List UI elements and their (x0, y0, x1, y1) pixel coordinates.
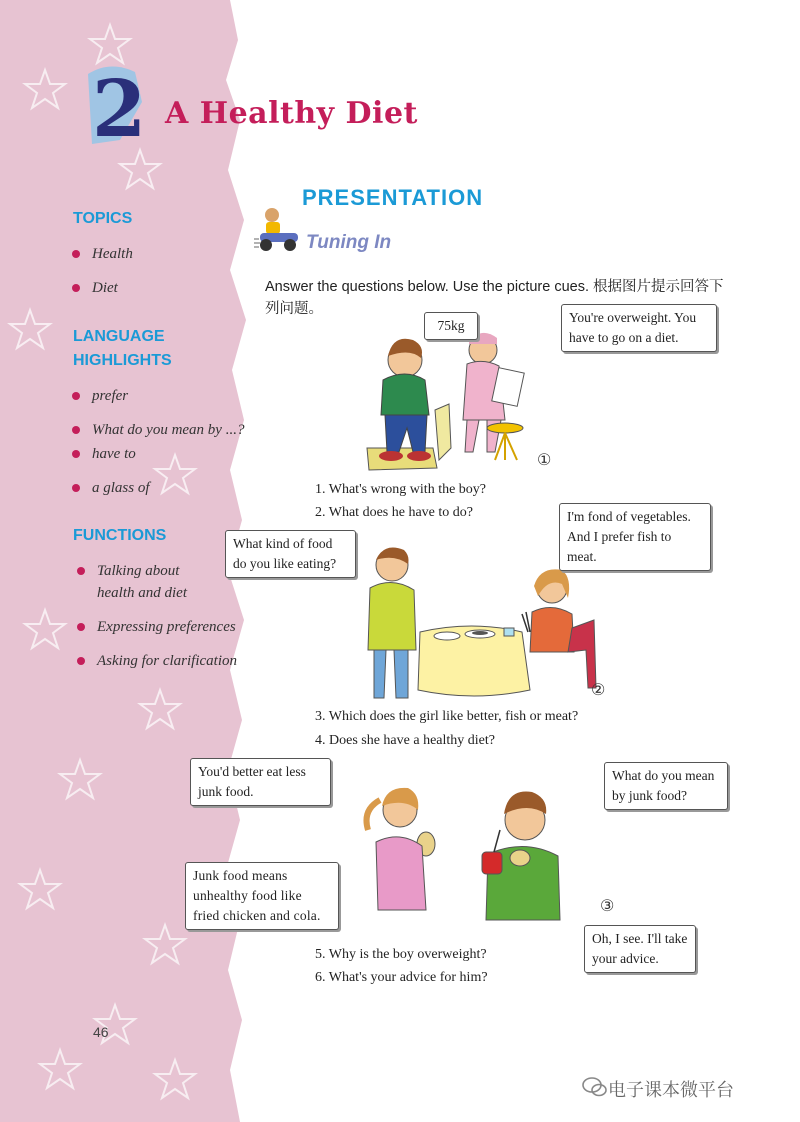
bullet-icon (72, 392, 80, 400)
question: 5. Why is the boy overweight? (315, 947, 487, 962)
question: 2. What does he have to do? (315, 505, 473, 520)
bullet-icon (77, 657, 85, 665)
list-item: prefer (72, 385, 244, 407)
language-list (72, 385, 244, 499)
unit-number: 2 (92, 64, 147, 152)
question: 6. What's your advice for him? (315, 970, 488, 985)
unit-title: A Healthy Diet (165, 96, 418, 131)
list-item: Diet (72, 277, 133, 299)
bullet-icon (77, 623, 85, 631)
bullet-icon (72, 484, 80, 492)
list-item: Asking for clarification (77, 650, 237, 672)
scene1-illustration (355, 320, 555, 475)
list-item: a glass of (72, 477, 244, 499)
wechat-icon (582, 1074, 608, 1100)
boy-speech-bubble: What kind of food do you like eating? (225, 530, 356, 578)
scene-marker: ② (591, 682, 606, 699)
bullet-icon (72, 250, 80, 258)
cartoon-driver-icon (254, 205, 304, 255)
boy-question-bubble: What do you mean by junk food? (604, 762, 728, 810)
page-number: 46 (93, 1024, 109, 1040)
bullet-icon (72, 426, 80, 434)
bullet-icon (72, 450, 80, 458)
scale-reading-bubble: 75kg (424, 312, 478, 340)
list-item: Expressing preferences (77, 616, 237, 638)
nurse-speech-bubble: You're overweight. You have to go on a diet. (561, 304, 717, 352)
list-item: Health (72, 243, 133, 265)
topics-heading: TOPICS (73, 210, 133, 227)
list-item: have to (72, 443, 244, 465)
girl-advice-bubble: You'd better eat less junk food. (190, 758, 331, 806)
unit-number-badge (80, 62, 150, 152)
girl-speech-bubble: I'm fond of vegetables. And I prefer fish to meat. (559, 503, 711, 571)
list-item: What do you mean by ...? (72, 419, 244, 441)
scene-marker: ① (537, 452, 552, 469)
bullet-icon (72, 284, 80, 292)
language-heading: LANGUAGE HIGHLIGHTS (73, 328, 172, 369)
boy-reply-bubble: Oh, I see. I'll take your advice. (584, 925, 696, 973)
functions-list (77, 560, 237, 672)
girl-explanation-bubble: Junk food means unhealthy food like fried chicken and cola. (185, 862, 339, 930)
question: 4. Does she have a healthy diet? (315, 733, 495, 748)
list-item: Talking about health and diet (77, 560, 237, 604)
watermark-text: 电子课本微平台 (608, 1080, 734, 1101)
bullet-icon (77, 567, 85, 575)
instruction-text: Answer the questions below. Use the picture cues. 根据图片提示回答下列问题。 (265, 279, 724, 317)
functions-heading: FUNCTIONS (73, 527, 167, 544)
question: 1. What's wrong with the boy? (315, 482, 487, 497)
section-heading: PRESENTATION (302, 185, 484, 210)
subsection-heading: Tuning In (306, 232, 392, 253)
scene3-illustration (367, 788, 561, 920)
scene-marker: ③ (600, 898, 615, 915)
topics-list (72, 243, 133, 299)
question: 3. Which does the girl like better, fish or meat? (315, 709, 579, 724)
